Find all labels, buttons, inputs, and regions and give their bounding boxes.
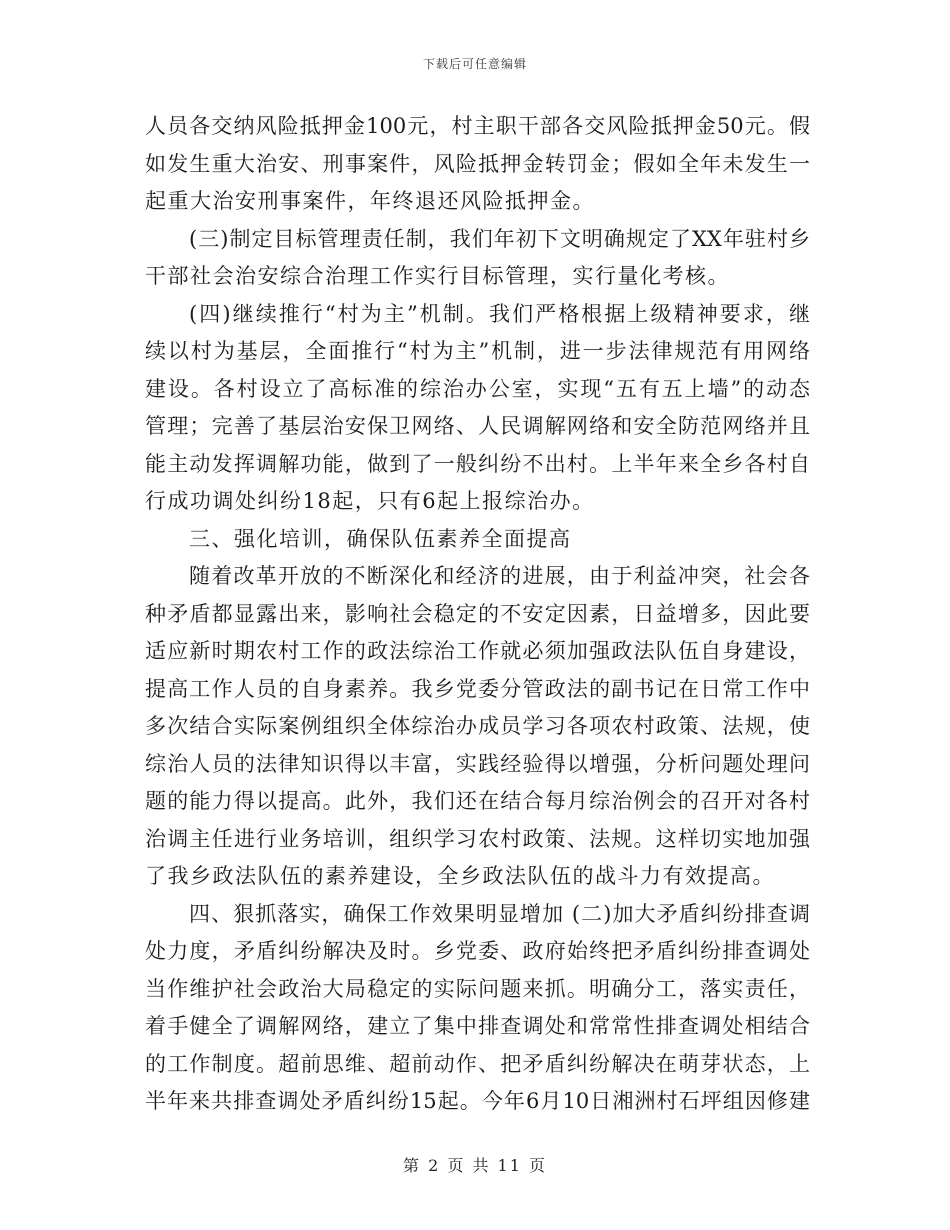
text-line: 综治人员的法律知识得以丰富，实践经验得以增强，分析问题处理问 bbox=[145, 751, 810, 776]
text-line: 多次结合实际案例组织全体综治办成员学习各项农村政策、法规，使 bbox=[145, 714, 810, 738]
text-line: 建设。各村设立了高标准的综治办公室，实现“五有五上墙”的动态 bbox=[145, 376, 810, 401]
text-line: 适应新时期农村工作的政法综治工作就必须加强政法队伍自身建设， bbox=[145, 639, 810, 663]
body-text bbox=[145, 108, 810, 1121]
text-line: (三)制定目标管理责任制，我们年初下文明确规定了XX年驻村乡 bbox=[189, 226, 810, 251]
text-line: 能主动发挥调解功能，做到了一般纠纷不出村。上半年来全乡各村自 bbox=[145, 451, 810, 476]
text-line: 干部社会治安综合治理工作实行目标管理，实行量化考核。 bbox=[145, 264, 730, 288]
text-line: 行成功调处纠纷18起，只有6起上报综治办。 bbox=[145, 489, 595, 513]
page-header: 下载后可任意编辑 bbox=[422, 57, 527, 71]
text-line: 如发生重大治安、刑事案件，风险抵押金转罚金；假如全年未发生一 bbox=[145, 151, 810, 176]
text-line: 的工作制度。超前思维、超前动作、把矛盾纠纷解决在萌芽状态，上 bbox=[145, 1051, 810, 1076]
text-line: 种矛盾都显露出来，影响社会稳定的不安定因素，日益增多，因此要 bbox=[145, 601, 810, 626]
text-line: 人员各交纳风险抵押金100元，村主职干部各交风险抵押金50元。假 bbox=[145, 114, 810, 138]
text-line: 着手健全了调解网络，建立了集中排查调处和常常性排查调处相结合 bbox=[145, 1014, 810, 1038]
text-line: 了我乡政法队伍的素养建设，全乡政法队伍的战斗力有效提高。 bbox=[145, 864, 775, 888]
text-line: 随着改革开放的不断深化和经济的进展，由于利益冲突，社会各 bbox=[189, 564, 810, 588]
text-line: 题的能力得以提高。此外，我们还在结合每月综治例会的召开对各村 bbox=[145, 789, 810, 813]
text-line: 半年来共排查调处矛盾纠纷15起。今年6月10日湘洲村石坪组因修建 bbox=[145, 1089, 810, 1113]
text-line: 三、强化培训，确保队伍素养全面提高 bbox=[189, 526, 572, 551]
text-line: 处力度，矛盾纠纷解决及时。乡党委、政府始终把矛盾纠纷排查调处 bbox=[145, 939, 810, 963]
text-line: 治调主任进行业务培训，组织学习农村政策、法规。这样切实地加强 bbox=[145, 826, 810, 851]
text-line: 管理；完善了基层治安保卫网络、人民调解网络和安全防范网络并且 bbox=[145, 414, 810, 438]
text-line: 当作维护社会政治大局稳定的实际问题来抓。明确分工，落实责任， bbox=[145, 976, 810, 1001]
text-line: (四)继续推行“村为主”机制。我们严格根据上级精神要求，继 bbox=[189, 301, 810, 326]
text-line: 起重大治安刑事案件，年终退还风险抵押金。 bbox=[145, 189, 595, 213]
text-line: 四、狠抓落实，确保工作效果明显增加 (二)加大矛盾纠纷排查调 bbox=[189, 901, 810, 926]
text-line: 提高工作人员的自身素养。我乡党委分管政法的副书记在日常工作中 bbox=[145, 676, 810, 701]
text-line: 续以村为基层，全面推行“村为主”机制，进一步法律规范有用网络 bbox=[145, 339, 810, 363]
page-footer: 第 2 页 共 11 页 bbox=[403, 1156, 547, 1175]
